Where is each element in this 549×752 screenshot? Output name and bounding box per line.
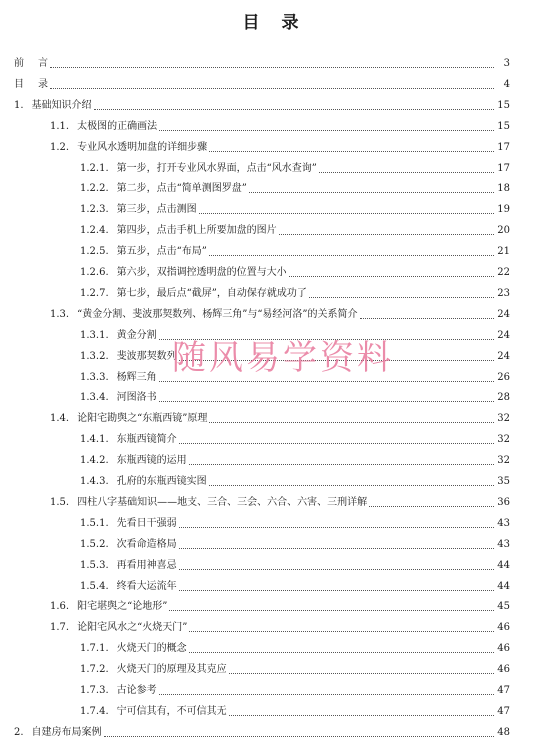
dot-leader <box>189 464 494 465</box>
toc-entry[interactable] <box>80 451 510 467</box>
toc-entry-label: 四柱八字基础知识——地支、三合、三会、六合、六害、三刑详解 <box>77 496 368 508</box>
toc-entry-number: 2. <box>14 726 24 738</box>
dot-leader <box>319 172 494 173</box>
toc-entry-number: 1.2.4. <box>80 225 109 237</box>
toc-entry-label: 东瓶西镜的运用 <box>116 455 187 467</box>
toc-entry-label: 论阳宅勘舆之“东瓶西镜”原理 <box>77 413 208 425</box>
toc-entry-label: 先看日干强弱 <box>116 517 177 529</box>
toc-entry-number: 1.5.4. <box>80 580 109 592</box>
toc-entry[interactable] <box>80 242 510 258</box>
toc-entry-label: 东瓶西镜简介 <box>116 434 177 446</box>
toc-entry[interactable] <box>50 117 510 133</box>
toc-entry-number: 1.3. <box>50 308 70 320</box>
toc-entry-page: 44 <box>497 559 510 571</box>
toc-entry-label: 火烧天门的概念 <box>116 643 187 655</box>
toc-entry-number: 1.5.1. <box>80 517 109 529</box>
dot-leader <box>179 360 494 361</box>
dot-leader <box>229 715 494 716</box>
dot-leader <box>289 276 494 277</box>
toc-entry-page: 21 <box>497 246 510 258</box>
dot-leader <box>179 527 494 528</box>
toc-entry-label: 第一步，打开专业风水界面，点击“风水查询” <box>116 162 317 174</box>
dot-leader <box>229 673 494 674</box>
toc-entry[interactable] <box>80 263 510 279</box>
dot-leader <box>209 422 494 423</box>
toc-entry-number: 1.2. <box>50 141 70 153</box>
toc-entry-page: 43 <box>497 517 510 529</box>
toc-entry-number: 1.3.4. <box>80 392 109 404</box>
toc-entry-label: 次看命造格局 <box>116 538 177 550</box>
toc-entry-page: 32 <box>497 455 510 467</box>
toc-entry-number: 1.5.2. <box>80 538 109 550</box>
toc-entry[interactable] <box>80 535 510 551</box>
toc-entry-page: 43 <box>497 538 510 550</box>
toc-entry-number: 1.7.2. <box>80 664 109 676</box>
toc-entry-label: “黄金分割、斐波那契数列、杨辉三角”与“易经河洛”的关系简介 <box>77 308 358 320</box>
toc-entry[interactable] <box>80 179 510 195</box>
dot-leader <box>179 569 494 570</box>
toc-entry[interactable] <box>14 723 510 739</box>
toc-entry-label: 孔府的东瓶西镜实图 <box>116 476 207 487</box>
toc-entry-label: 言 <box>38 58 48 69</box>
toc-entry-number: 1.1. <box>50 120 70 132</box>
dot-leader <box>159 694 494 695</box>
toc-entry[interactable] <box>80 472 510 488</box>
toc-entry-page: 32 <box>497 434 510 446</box>
dot-leader <box>169 610 494 611</box>
toc-entry-number: 1.4.1. <box>80 434 109 446</box>
toc-entry-page: 15 <box>497 120 510 132</box>
toc-entry-label: 自建房布局案例 <box>31 726 102 738</box>
toc-entry-label: 火烧天门的原理及其克应 <box>116 664 227 676</box>
toc-entry[interactable] <box>80 159 510 175</box>
toc-entry-page: 47 <box>497 705 510 717</box>
toc-entry[interactable] <box>80 430 510 446</box>
toc-entry-page: 32 <box>497 413 510 425</box>
toc-entry-label: 河图洛书 <box>116 392 157 404</box>
toc-entry[interactable] <box>80 556 510 572</box>
toc-entry[interactable] <box>50 409 510 425</box>
toc-entry[interactable] <box>80 681 510 697</box>
dot-leader <box>179 443 494 444</box>
toc-entry[interactable] <box>50 138 510 154</box>
dot-leader <box>209 151 494 152</box>
toc-entry-page: 3 <box>503 58 510 69</box>
toc-entry-page: 24 <box>497 350 510 362</box>
toc-entry-number: 1.7.1. <box>80 643 109 655</box>
dot-leader <box>309 297 494 298</box>
dot-leader <box>159 401 494 402</box>
dot-leader <box>50 67 494 68</box>
toc-entry-label: 太极图的正确画法 <box>77 120 158 132</box>
toc-entry-page: 15 <box>497 99 510 111</box>
dot-leader <box>189 631 494 632</box>
toc-entry-number: 1.2.7. <box>80 287 109 299</box>
toc-entry-number: 1.5.3. <box>80 559 109 571</box>
toc-entry-page: 46 <box>497 622 510 634</box>
toc-entry[interactable] <box>80 639 510 655</box>
toc-entry-label: 第四步，点击手机上所要加盘的图片 <box>116 225 277 237</box>
toc-entry[interactable] <box>80 326 510 342</box>
toc-entry-number: 前 <box>14 58 24 69</box>
toc-entry-number: 1.7.4. <box>80 705 109 717</box>
toc-entry-page: 19 <box>497 204 510 216</box>
toc-entry-number: 1.3.2. <box>80 350 109 362</box>
toc-entry[interactable] <box>80 388 510 404</box>
dot-leader <box>50 88 494 89</box>
toc-entry-page: 23 <box>497 287 510 299</box>
toc-entry[interactable] <box>80 368 510 384</box>
toc-entry-page: 17 <box>497 162 510 174</box>
toc-entry[interactable] <box>14 54 510 70</box>
dot-leader <box>369 506 494 507</box>
toc-entry-label: 第三步，点击测图 <box>116 204 197 216</box>
toc-entry[interactable] <box>50 305 510 321</box>
toc-entry-page: 18 <box>497 183 510 195</box>
toc-entry-page: 44 <box>497 580 510 592</box>
dot-leader <box>189 652 494 653</box>
toc-entry-page: 20 <box>497 225 510 237</box>
toc-entry[interactable] <box>50 597 510 613</box>
toc-entry-page: 26 <box>497 371 510 383</box>
toc-entry-page: 22 <box>497 267 510 278</box>
toc-entry-page: 17 <box>497 141 510 153</box>
toc-entry-page: 28 <box>497 392 510 404</box>
watermark-text: 随风易学资料 <box>172 338 394 378</box>
toc-entry-number: 目 <box>14 78 24 90</box>
dot-leader <box>179 590 494 591</box>
toc-entry-page: 24 <box>497 329 510 341</box>
toc-entry-label: 专业风水透明加盘的详细步骤 <box>77 141 208 153</box>
toc-entry-number: 1.6. <box>50 601 70 613</box>
toc-entry-label: 再看用神喜忌 <box>116 559 177 571</box>
toc-entry-label: 第七步，最后点“截屏”，自动保存就成功了 <box>116 287 307 299</box>
dot-leader <box>159 339 494 340</box>
toc-entry-label: 论阳宅风水之“火烧天门” <box>77 622 188 634</box>
toc-entry-number: 1.5. <box>50 496 70 508</box>
toc-entry-number: 1. <box>14 99 24 111</box>
toc-entry-number: 1.2.3. <box>80 204 109 216</box>
toc-entry[interactable] <box>80 200 510 216</box>
toc-entry-label: 古论参考 <box>116 685 157 696</box>
toc-entry[interactable] <box>14 96 510 112</box>
toc-entry-label: 第六步，双指调控透明盘的位置与大小 <box>116 267 287 278</box>
dot-leader <box>159 130 494 131</box>
toc-entry-label: 终看大运流年 <box>116 580 177 592</box>
toc-entry-number: 1.3.1. <box>80 329 109 341</box>
dot-leader <box>199 213 494 214</box>
toc-entry-label: 黄金分割 <box>116 329 157 341</box>
toc-entry-number: 1.2.1. <box>80 162 109 174</box>
toc-entry-page: 47 <box>497 685 510 696</box>
toc-entry[interactable] <box>80 221 510 237</box>
dot-leader <box>209 485 494 486</box>
toc-entry-number: 1.3.3. <box>80 371 109 383</box>
toc-entry-page: 35 <box>497 476 510 487</box>
toc-entry-label: 杨辉三角 <box>116 371 157 383</box>
dot-leader <box>249 192 494 193</box>
toc-entry-number: 1.4.2. <box>80 455 109 467</box>
toc-entry-page: 36 <box>497 496 510 508</box>
toc-entry-number: 1.2.6. <box>80 267 109 278</box>
dot-leader <box>360 318 494 319</box>
dot-leader <box>104 736 494 737</box>
toc-entry-page: 45 <box>497 601 510 613</box>
page-title: 目 录 <box>242 13 307 33</box>
toc-entry[interactable] <box>80 514 510 530</box>
toc-entry-number: 1.4. <box>50 413 70 425</box>
toc-entry-label: 斐波那契数列 <box>116 350 177 362</box>
dot-leader <box>159 381 494 382</box>
toc-entry-number: 1.4.3. <box>80 476 109 487</box>
toc-entry-label: 阳宅堪舆之“论地形” <box>77 601 168 613</box>
toc-entry-page: 48 <box>497 726 510 738</box>
toc-entry-page: 46 <box>497 664 510 676</box>
toc-entry-number: 1.7. <box>50 622 70 634</box>
toc-entry[interactable] <box>50 618 510 634</box>
toc-entry-number: 1.2.2. <box>80 183 109 195</box>
toc-entry-label: 第二步，点击“简单测图罗盘” <box>116 183 247 195</box>
toc-entry-page: 4 <box>503 78 510 90</box>
dot-leader <box>94 109 494 110</box>
toc-entry-label: 录 <box>38 78 48 90</box>
dot-leader <box>209 255 494 256</box>
toc-entry[interactable] <box>80 660 510 676</box>
toc-entry[interactable] <box>80 284 510 300</box>
toc-entry-label: 基础知识介绍 <box>31 99 92 111</box>
toc-entry-label: 第五步，点击“布局” <box>116 246 207 258</box>
toc-entry-page: 46 <box>497 643 510 655</box>
dot-leader <box>279 234 494 235</box>
toc-entry[interactable] <box>50 493 510 509</box>
toc-entry[interactable] <box>14 75 510 91</box>
toc-entry-number: 1.2.5. <box>80 246 109 258</box>
toc-entry-number: 1.7.3. <box>80 685 109 696</box>
toc-entry-label: 宁可信其有，不可信其无 <box>116 705 227 717</box>
toc-entry-page: 24 <box>497 308 510 320</box>
dot-leader <box>179 548 494 549</box>
toc-entry[interactable] <box>80 347 510 363</box>
toc-entry[interactable] <box>80 702 510 718</box>
toc-entry[interactable] <box>80 577 510 593</box>
